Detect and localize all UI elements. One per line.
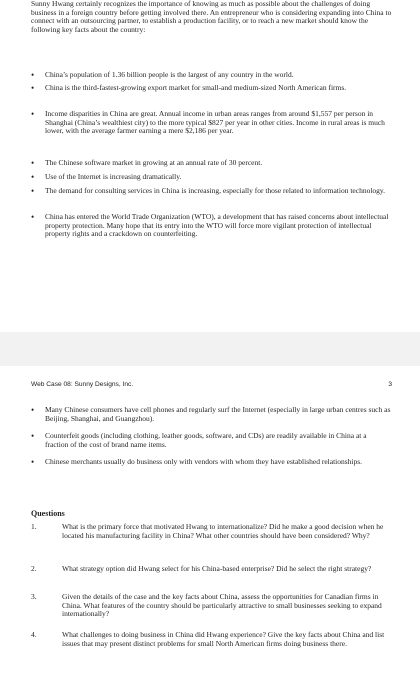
fact-item: • The Chinese software market in growing at an annual rate of 30 percent. [31, 158, 263, 168]
page-gap [0, 332, 420, 366]
intro-paragraph: Sunny Hwang certainly recognizes the importance of knowing as much as possible about the challenges of doing business in a foreign country before getting involved there. An entrepreneur who is considering expanding into China to connect with an outsourcing partner, to establish a production facility, or to reach a new market should know the following key facts about the country: [31, 0, 392, 35]
bullet-icon: • [31, 70, 35, 80]
fact-item: • Counterfeit goods (including clothing, leather goods, software, and CDs) are readily available in China at a fraction of the cost of brand name items. [31, 431, 367, 449]
bullet-icon: • [31, 158, 35, 168]
question-number: 4. [31, 630, 37, 639]
bullet-icon: • [31, 172, 35, 182]
question-item: 1. What is the primary force that motivated Hwang to internationalize? Did he make a good decision when he located his manufacturing facility in China? What other countries should have been considered? Why? [31, 522, 384, 540]
bullet-icon: • [31, 83, 35, 93]
question-number: 1. [31, 522, 37, 531]
bullet-icon: • [31, 212, 35, 222]
question-number: 3. [31, 592, 37, 601]
fact-item: • Chinese merchants usually do business only with vendors with whom they have established relationships. [31, 457, 363, 467]
fact-item: • Many Chinese consumers have cell phones and regularly surf the Internet (especially in large urban centres such as Beijing, Shanghai, and Guangzhou). [31, 405, 391, 423]
bullet-icon: • [31, 186, 35, 196]
fact-item: • China has entered the World Trade Organization (WTO), a development that has raised concerns about intellectual property protection. Many hope that its entry into the WTO will force more vigilant protection of intellectual property rights and a crackdown on counterfeiting. [31, 212, 389, 239]
fact-item: • The demand for consulting services in China is increasing, especially for those related to information technology. [31, 186, 386, 196]
fact-item: • China’s population of 1.36 billion people is the largest of any country in the world. [31, 70, 294, 80]
question-item: 2. What strategy option did Hwang select for his China-based enterprise? Did he select the right strategy? [31, 564, 372, 573]
page-header-title: Web Case 08: Sunny Designs, Inc. [31, 381, 134, 388]
bullet-icon: • [31, 109, 35, 119]
bullet-icon: • [31, 457, 35, 467]
question-item: 4. What challenges to doing business in China did Hwang experience? Give the key facts about China and list issues that may present distinct problems for small North American firms doing business there. [31, 630, 385, 648]
bullet-icon: • [31, 431, 35, 441]
fact-item: • China is the third-fastest-growing export market for small-and medium-sized North American firms. [31, 83, 347, 93]
questions-heading: Questions [31, 509, 65, 518]
fact-item: • Use of the Internet is increasing dramatically. [31, 172, 182, 182]
question-number: 2. [31, 564, 37, 573]
page-number: 3 [388, 381, 392, 388]
question-item: 3. Given the details of the case and the key facts about China, assess the opportunities for Canadian firms in China. What features of the country should be particularly attractive to small businesses seeking to expand internationally? [31, 592, 382, 619]
fact-item: • Income disparities in China are great. Annual income in urban areas ranges from around $1,557 per person in Shanghai (China’s wealthiest city) to the more typical $827 per year in other cities. Income in rural areas is much lower, with the average farmer earning a mere $2,186 per year. [31, 109, 385, 136]
bullet-icon: • [31, 405, 35, 415]
